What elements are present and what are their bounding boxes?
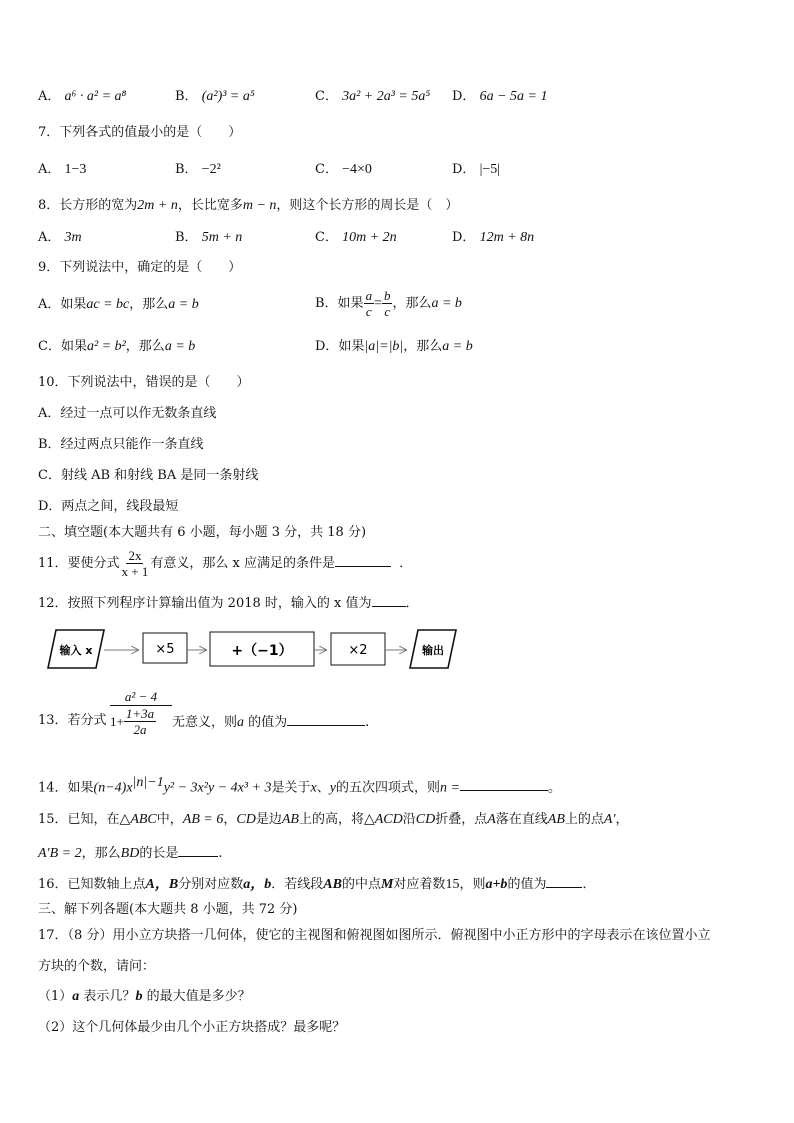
q17-sub1: （1）a 表示几？b 的最大值是多少？ <box>38 989 251 1004</box>
q7-stem: 7．下列各式的值最小的是（ ） <box>38 125 242 140</box>
flow-label-1: ×5 <box>155 642 175 657</box>
q12-answer-blank[interactable] <box>372 593 406 607</box>
q16-answer-blank[interactable] <box>546 874 582 888</box>
q8-option-d: D． 12m + 8n <box>452 230 535 245</box>
flow-times2-node <box>331 633 385 665</box>
q11-answer-blank[interactable] <box>335 553 391 567</box>
q11: 11．要使分式 $\frac{2x}{x + 1}$ 有意义，那么 x 应满足的条件是 ． <box>38 548 413 579</box>
q9-option-a: A．如果ac = bc，那么a = b <box>38 297 199 312</box>
q7-option-d: D． |−5| <box>452 162 501 177</box>
q7-option-b: B． −2² <box>175 162 221 177</box>
q6-option-b: B． (a²)³ = a⁵ <box>175 89 255 104</box>
q17-line1: 17．（8 分）用小立方块搭一几何体，使它的主视图和俯视图如图所示．俯视图中小正方形中的字母表示在该位置小立 <box>38 928 711 943</box>
flow-input-node <box>48 630 104 668</box>
q10-option-a: A．经过一点可以作无数条直线 <box>38 406 217 421</box>
section-3-heading: 三、解下列各题(本大题共 8 小题，共 72 分) <box>38 902 298 917</box>
q10-stem: 10．下列说法中，错误的是（ ） <box>38 375 250 390</box>
flow-label-4: 输出 <box>422 644 444 657</box>
flow-label-2: +（−1） <box>231 643 293 659</box>
q15-line2: A′B = 2，那么BD的长是 . <box>38 843 222 863</box>
q8-option-c: C． 10m + 2n <box>315 230 397 245</box>
q9-option-d: D．如果|a|=|b|，那么a = b <box>315 339 473 354</box>
q15-answer-blank[interactable] <box>178 843 218 857</box>
q17-sub2: （2）这个几何体最少由几个小正方块搭成？最多呢？ <box>38 1020 346 1035</box>
flow-label-3: ×2 <box>348 643 368 658</box>
q6-option-d: D． 6a − 5a = 1 <box>452 89 548 104</box>
q9-stem: 9．下列说法中，确定的是（ ） <box>38 260 242 275</box>
program-flowchart <box>46 628 466 670</box>
q8-option-b: B． 5m + n <box>175 230 243 245</box>
section-2-heading: 二、填空题(本大题共有 6 小题，每小题 3 分，共 18 分) <box>38 525 367 540</box>
q9-option-c: C．如果a² = b²，那么a = b <box>38 339 196 354</box>
q12-stem: 12．按照下列程序计算输出值为 2018 时，输入的 x 值为 ． <box>38 593 419 613</box>
q13-answer-blank[interactable] <box>287 712 365 726</box>
q6-option-a: A． a⁶ · a² = a⁸ <box>38 89 127 104</box>
flow-output-node <box>410 630 456 668</box>
flow-minus1-node <box>210 632 314 666</box>
q8-option-a: A． 3m <box>38 230 82 245</box>
q13-pre: 13．若分式 <box>38 713 107 728</box>
q14-answer-blank[interactable] <box>460 777 548 791</box>
flow-label-0: 输入 x <box>59 644 93 657</box>
q7-option-a: A． 1−3 <box>38 162 87 177</box>
q6-option-c: C． 3a² + 2a³ = 5a⁵ <box>315 89 431 104</box>
q15-line1: 15．已知，在△ABC中，AB = 6，CD是边AB上的高，将△ACD沿CD折叠，点A落在直线AB上的点A′， <box>38 812 629 827</box>
q9-option-b: B．如果 $\frac{a}{c}$ = $\frac{b}{c}$ ，那么a = b <box>315 288 462 319</box>
q7-option-c: C． −4×0 <box>315 162 372 177</box>
q10-option-b: B．经过两点只能作一条直线 <box>38 437 204 452</box>
q17-line2: 方块的个数，请问： <box>38 959 156 974</box>
q13-post: 无意义，则a 的值为 . <box>172 712 369 732</box>
q10-option-c: C．射线 AB 和射线 BA 是同一条射线 <box>38 468 259 483</box>
flow-times5-node <box>143 633 187 663</box>
q8-stem: 8．长方形的宽为2m + n，长比宽多m − n，则这个长方形的周长是（ ） <box>38 198 459 213</box>
q16: 16．已知数轴上点A，B分别对应数a，b．若线段AB的中点M对应着数15，则a+b的值为 ． <box>38 874 595 894</box>
q13-complex-fraction: a² − 4 1+ $\frac{1+3a}{2a}$ <box>110 689 172 737</box>
q14: 14．如果$(n-4)x^{|n|-1}y^2 - 3x^2y - 4x^3 + 3$是关于x、y的五次四项式，则n = 。 <box>38 775 561 796</box>
q13-denominator-one: 1+ <box>110 714 124 729</box>
q10-option-d: D．两点之间，线段最短 <box>38 499 179 514</box>
q13-numerator: a² − 4 <box>110 689 172 706</box>
